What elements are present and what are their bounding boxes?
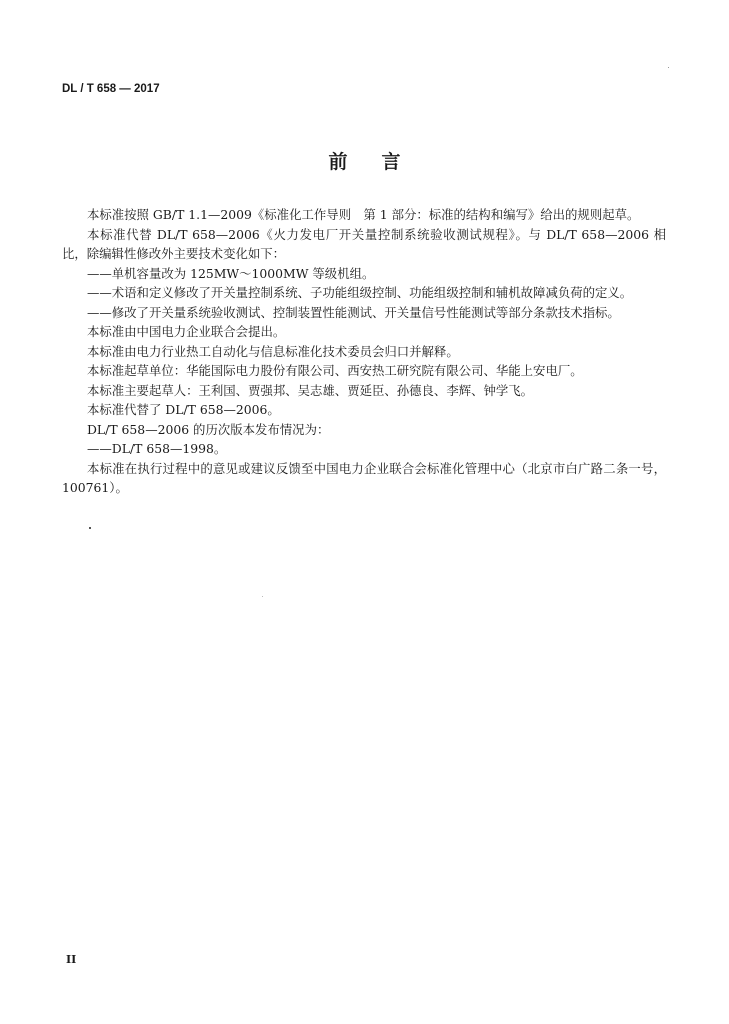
paragraph-history-intro: DL/T 658—2006 的历次版本发布情况为： [87,421,330,437]
document-code-header: DL / T 658 — 2017 [62,83,160,95]
paragraph-committee: 本标准由电力行业热工自动化与信息标准化技术委员会归口并解释。 [87,343,459,359]
paragraph-proposer: 本标准由中国电力企业联合会提出。 [87,324,286,339]
paragraph-change-tests: ——修改了开关量系统验收测试、控制装置性能测试、开关量信号性能测试等部分条款技术指标。 [87,304,620,320]
paragraph-drafting-rules: 本标准按照 GB/T 1.1—2009《标准化工作导则 第 1 部分：标准的结构和编写》给出的规则起草。 [87,207,640,222]
paragraph-replacement: 本标准代替 DL/T 658—2006《火力发电厂开关量控制系统验收测试规程》。与 DL/T 658—2006 相比，除编辑性修改外主要技术变化如下： [62,226,666,261]
paragraph-change-capacity: ——单机容量改为 125MW～1000MW 等级机组。 [87,265,375,281]
paragraph-history-item: ——DL/T 658—1998。 [87,441,227,456]
paragraph-drafting-units: 本标准起草单位：华能国际电力股份有限公司、西安热工研究院有限公司、华能上安电厂。 [87,363,583,378]
paragraph-supersedes: 本标准代替了 DL/T 658—2006。 [87,402,280,417]
page-title: 前言 [328,151,435,173]
scan-speck [668,67,669,68]
foreword-body [62,205,666,498]
paragraph-change-terms: ——术语和定义修改了开关量控制系统、子功能组级控制、功能组级控制和辅机故障减负荷的定义。 [87,285,633,300]
paragraph-feedback: 本标准在执行过程中的意见或建议反馈至中国电力企业联合会标准化管理中心（北京市白广路二条一号，100761）。 [62,460,666,495]
stray-mark [89,527,91,529]
page-number: II [66,953,77,966]
scan-speck [262,596,263,597]
paragraph-drafters: 本标准主要起草人：王利国、贾强邦、吴志雄、贾延臣、孙德良、李辉、钟学飞。 [87,382,534,398]
